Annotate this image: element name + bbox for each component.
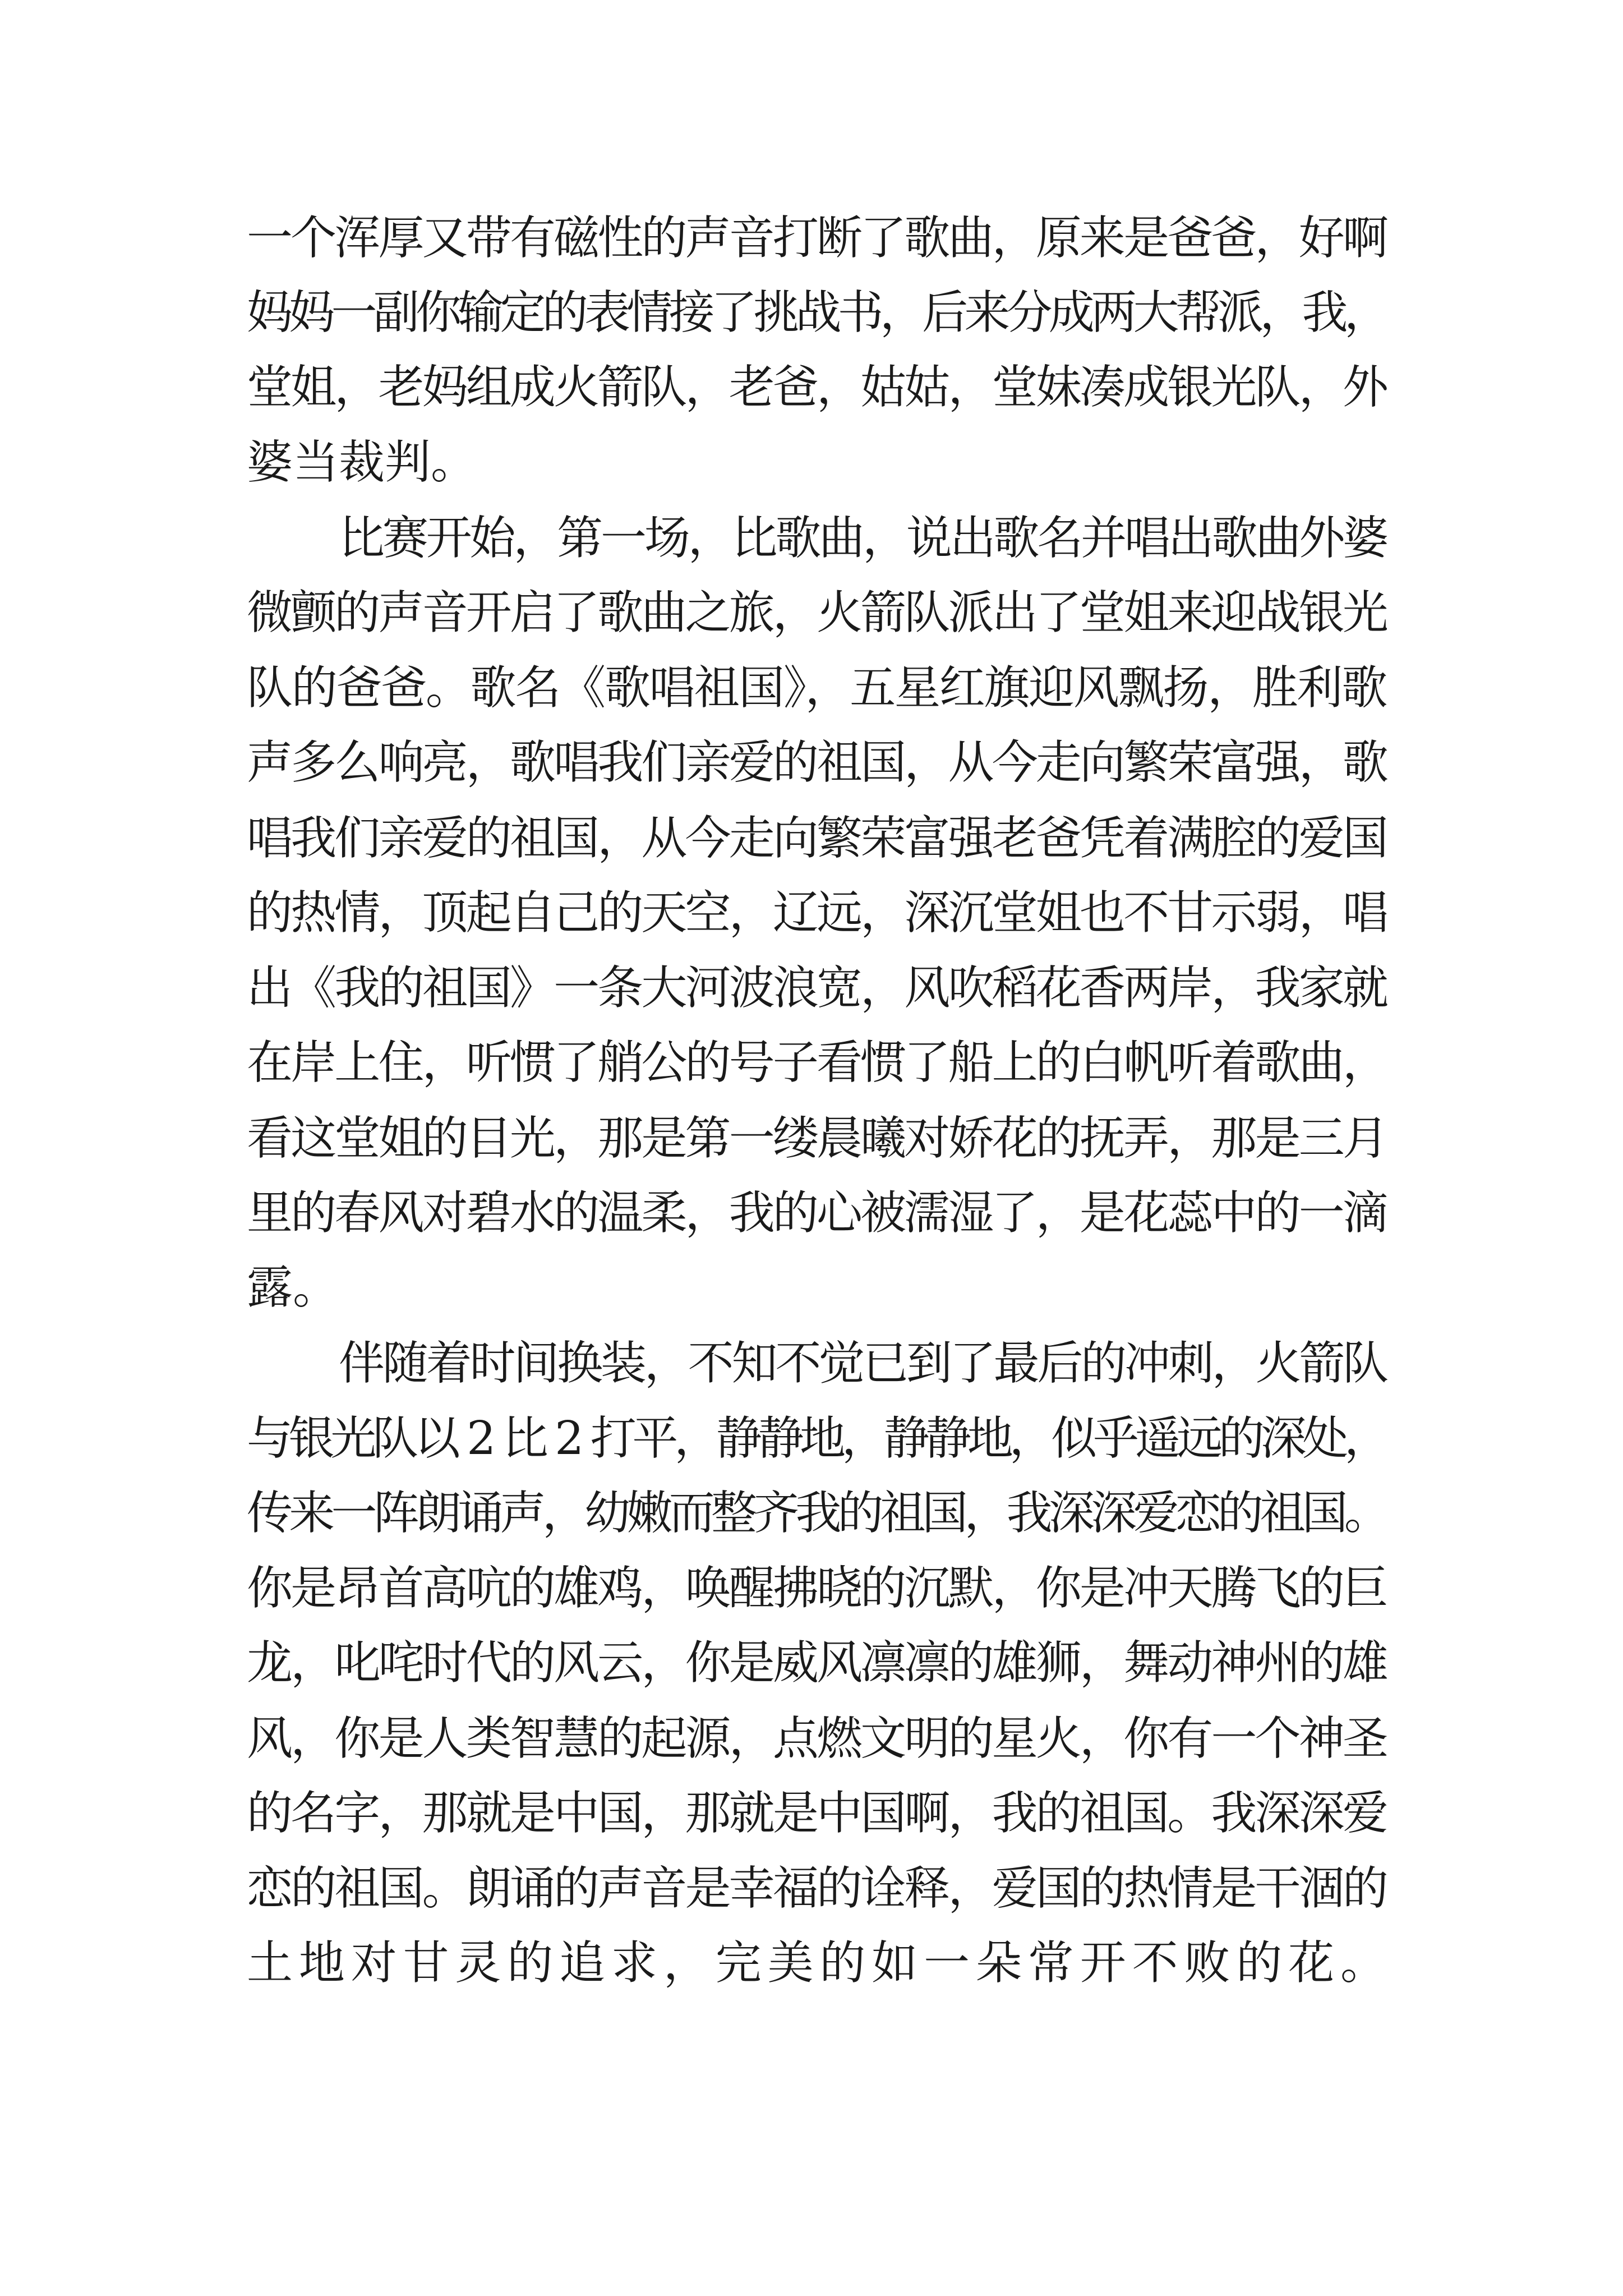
text-line: 露。: [247, 1261, 339, 1314]
text-line: 妈妈一副你输定的表情接了挑战书，后来分成两大帮派，我，: [247, 286, 1387, 339]
text-line: 看这堂姐的目光，那是第一缕晨曦对娇花的抚弄，那是三月: [247, 1112, 1387, 1165]
text-line: 风，你是人类智慧的起源，点燃文明的星火，你有一个神圣: [247, 1712, 1387, 1765]
text-line: 在岸上住，听惯了艄公的号子看惯了船上的白帆听着歌曲，: [247, 1036, 1387, 1089]
text-line: 队的爸爸。歌名《歌唱祖国》，五星红旗迎风飘扬，胜利歌: [247, 661, 1387, 715]
paragraph-first-line: 伴随着时间换装，不知不觉已到了最后的冲刺，火箭队: [339, 1337, 1387, 1390]
paragraph-first-line: 比赛开始，第一场，比歌曲，说出歌名并唱出歌曲外婆: [339, 512, 1387, 565]
text-line: 微颤的声音开启了歌曲之旅，火箭队派出了堂姐来迎战银光: [247, 586, 1387, 639]
text-line: 里的春风对碧水的温柔，我的心被濡湿了，是花蕊中的一滴: [247, 1186, 1387, 1240]
text-line: 的热情，顶起自己的天空，辽远，深沉堂姐也不甘示弱，唱: [247, 886, 1387, 940]
text-line: 的名字，那就是中国，那就是中国啊，我的祖国。我深深爱: [247, 1787, 1387, 1840]
text-line: 与银光队以 2 比 2 打平，静静地，静静地，似乎遥远的深处，: [247, 1412, 1386, 1465]
text-line: 出《我的祖国》一条大河波浪宽，风吹稻花香两岸，我家就: [247, 961, 1387, 1015]
text-line: 龙，叱咤时代的风云，你是威风凛凛的雄狮，舞动神州的雄: [247, 1636, 1387, 1690]
text-line: 婆当裁判。: [247, 436, 477, 489]
text-line: 恋的祖国。朗诵的声音是幸福的诠释，爱国的热情是干涸的: [247, 1862, 1387, 1915]
text-line: 传来一阵朗诵声，幼嫩而整齐我的祖国，我深深爱恋的祖国。: [247, 1487, 1387, 1540]
text-line: 唱我们亲爱的祖国，从今走向繁荣富强老爸凭着满腔的爱国: [247, 812, 1387, 865]
text-line: 一个浑厚又带有磁性的声音打断了歌曲，原来是爸爸，好啊: [247, 211, 1387, 265]
text-line: 堂姐，老妈组成火箭队，老爸，姑姑，堂妹凑成银光队，外: [247, 361, 1387, 414]
text-line: 声多么响亮，歌唱我们亲爱的祖国，从今走向繁荣富强，歌: [247, 736, 1387, 789]
text-line: 土地对甘灵的追求，完美的如一朵常开不败的花。: [247, 1936, 1393, 1990]
text-line: 你是昂首高吭的雄鸡，唤醒拂晓的沉默，你是冲天腾飞的巨: [247, 1562, 1387, 1615]
